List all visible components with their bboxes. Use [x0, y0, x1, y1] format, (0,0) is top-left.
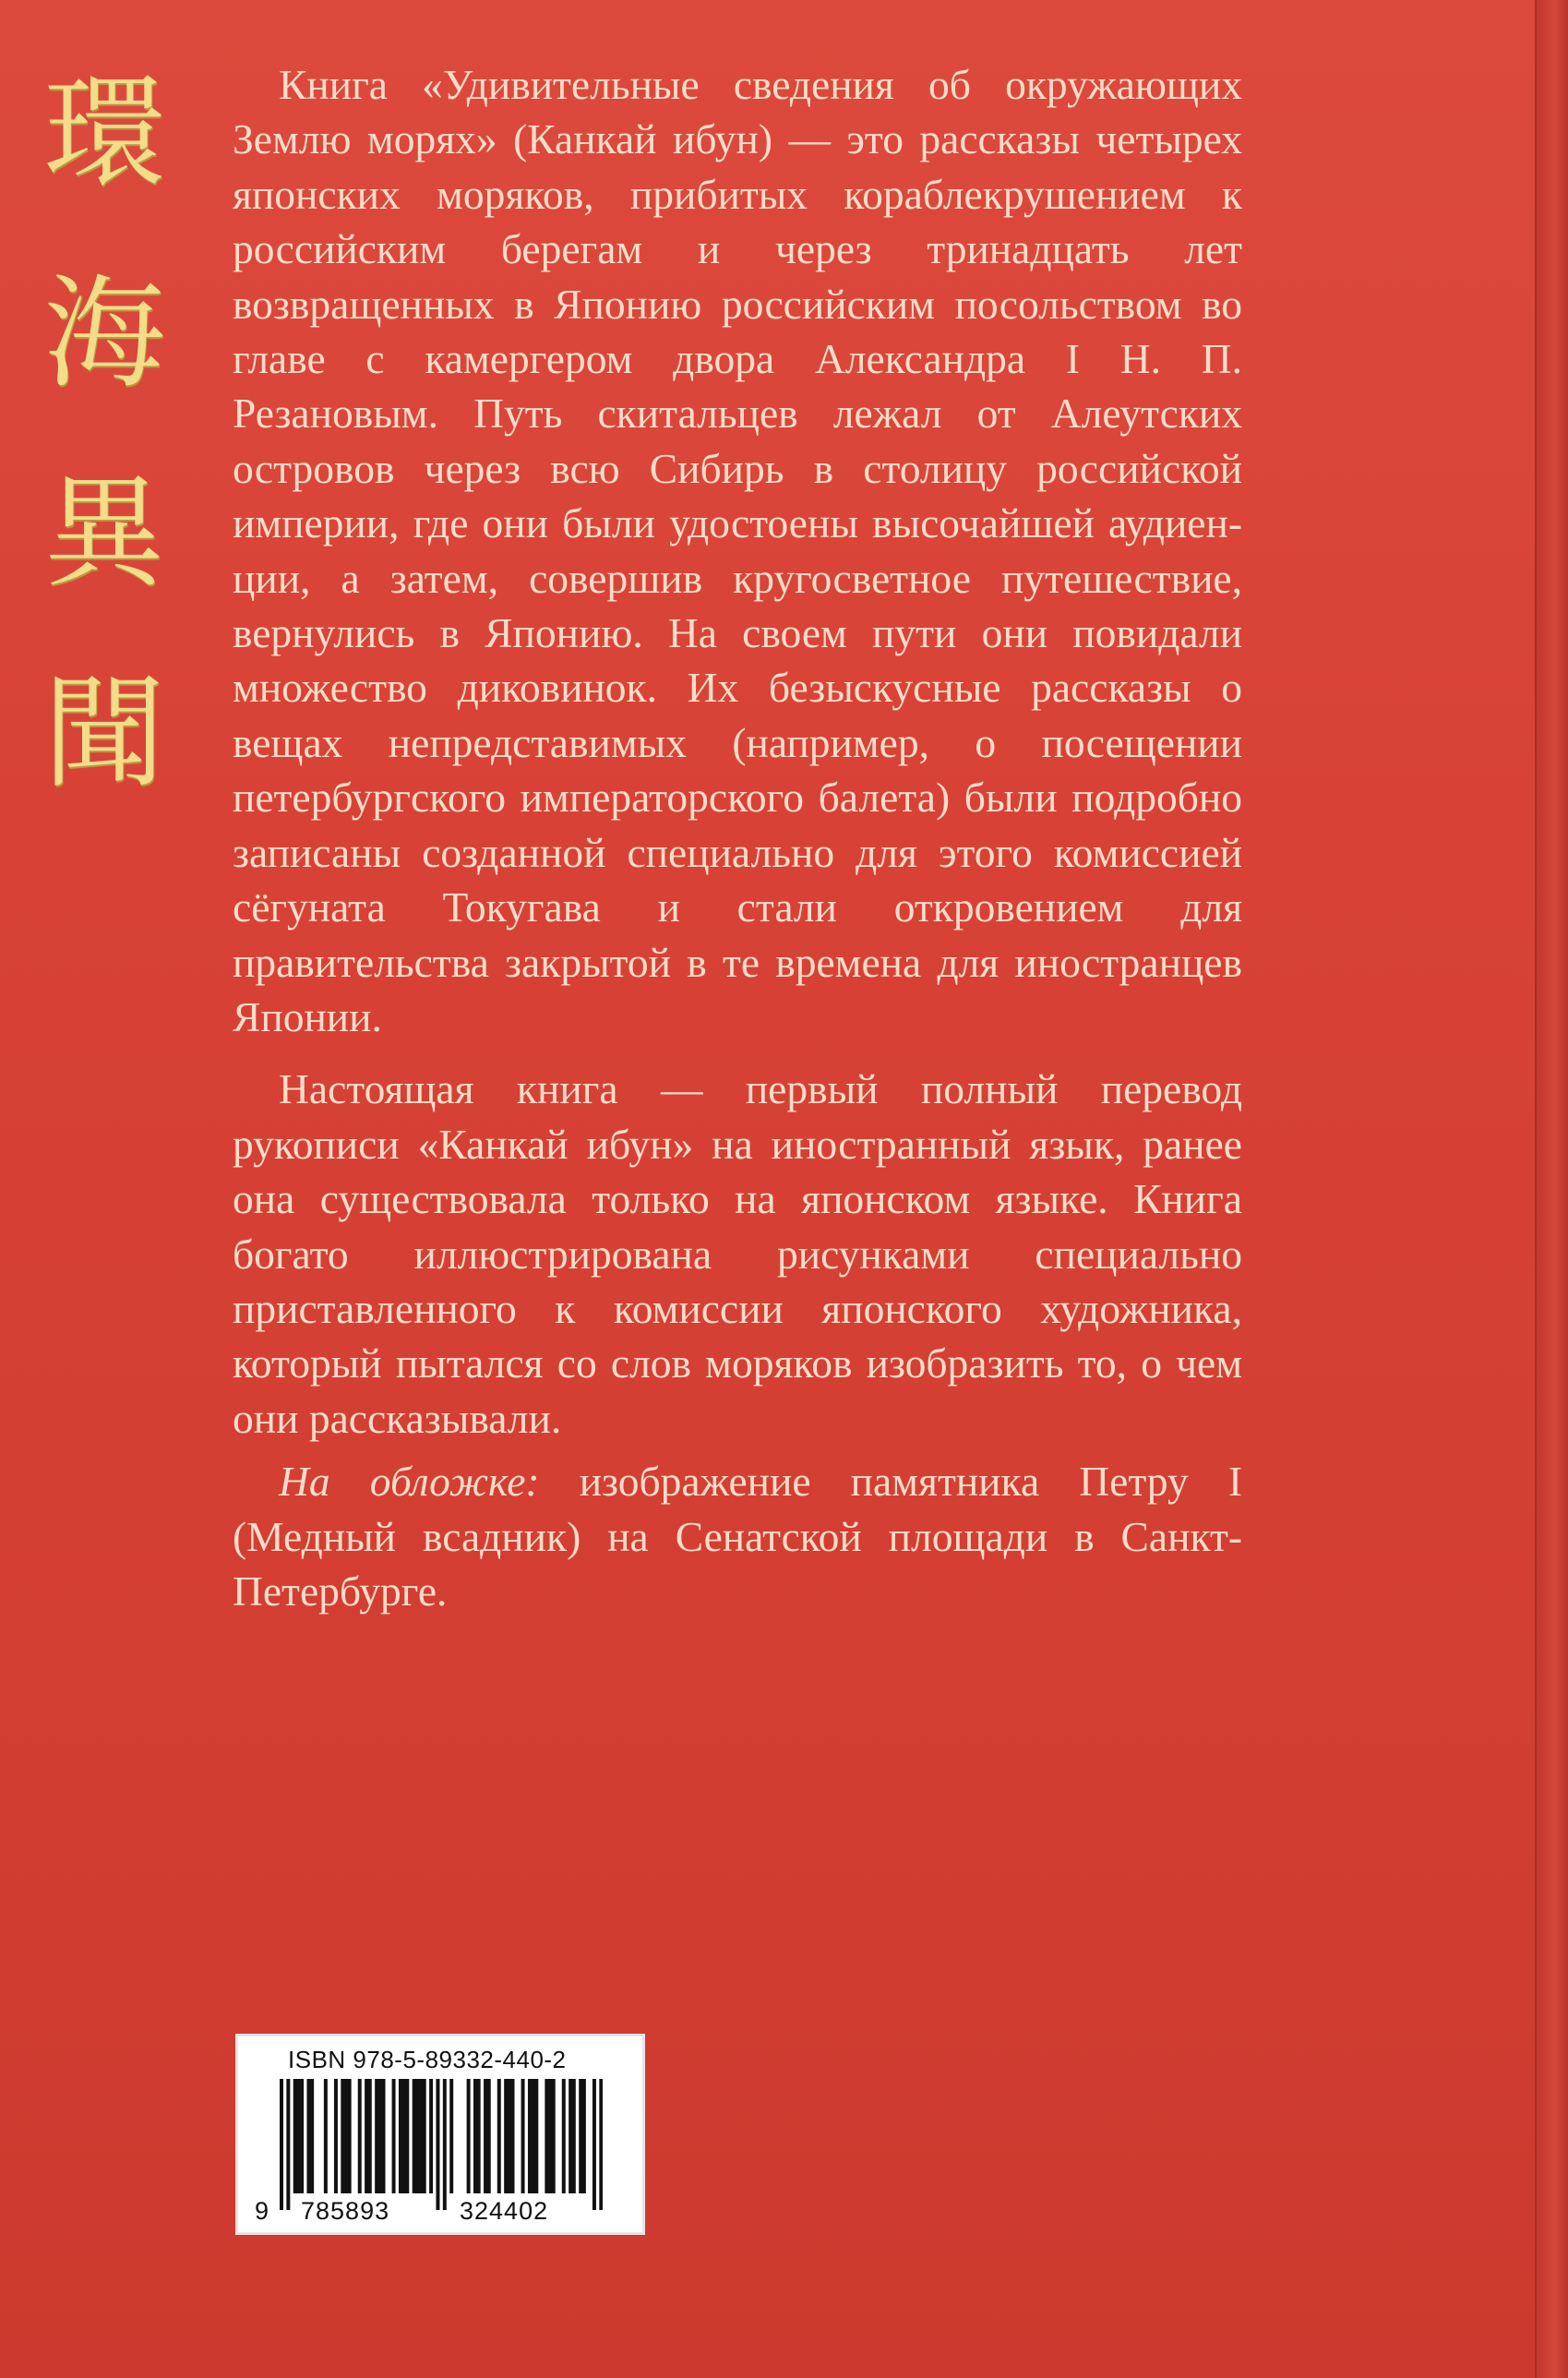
barcode-bar — [310, 2079, 314, 2193]
barcode-bar — [368, 2079, 372, 2193]
title-char-1: 環 — [43, 63, 165, 205]
barcode-bar — [552, 2079, 556, 2193]
barcode-bar — [415, 2079, 419, 2193]
paragraph-2-text: Настоящая книга — первый полный перевод рукописи «Канкай ибун» на иностранный язык, ранее она существовала только на японском языке. Книга богато иллюстрирована рисунками специально приставленного к комиссии японского художника, который пытался со слов моряков изобразить то, о чем они рассказывали. — [233, 1065, 1242, 1442]
barcode-bar — [306, 2079, 310, 2193]
title-char-4: 聞 — [43, 662, 165, 805]
barcode-bar — [484, 2079, 487, 2193]
barcode-bar — [548, 2079, 552, 2193]
annotation-text — [233, 57, 1242, 1618]
barcode-bar — [378, 2079, 382, 2193]
title-char-2: 海 — [43, 262, 165, 405]
barcode-bar — [443, 2079, 447, 2210]
paragraph-1-text: Книга «Удивительные сведения об окружающих Землю морях» (Канкай ибун) — это рассказы четырех японских моряков, прибитых кораблекрушением к российским берегам и через тринадцать лет возвращенных в Японию российским посольством во главе с камергером двора Александра I Н. П. Резановым. Путь скитальцев лежал от Алеутских островов через всю Сибирь в столицу российской империи, где они были удостоены высочайшей аудиенции, а затем, совершив кругосветное путешествие, вернулись в Японию. На своем пути они повидали множество диковинок. Их безыскусные рассказы о вещах непредставимых (например, о посещении петербургского императорского балета) были подробно записаны созданной специально для этого комиссией сёгуната Токугава и стали откровением для правительства закрытой в те времена для иностранцев Японии. — [233, 61, 1242, 1040]
barcode-bar — [300, 2079, 304, 2193]
cover-note-paragraph — [233, 1454, 1242, 1618]
title-char-3: 異 — [43, 462, 165, 606]
barcode-bar — [399, 2079, 402, 2193]
ean-right-group: 324402 — [460, 2197, 549, 2225]
barcode-bar — [358, 2079, 362, 2193]
cover-note-text: изображение памятника Петру I (Медный всадник) на Сенатской площади в Санкт-Петербурге. — [233, 1458, 1242, 1615]
barcode-bar — [382, 2079, 386, 2193]
cover-edge — [1535, 0, 1568, 2378]
barcode-bar — [592, 2079, 596, 2210]
isbn-label: ISBN 978-5-89332-440-2 — [288, 2046, 567, 2073]
barcode-bar — [477, 2079, 481, 2193]
barcode-bar — [521, 2079, 525, 2193]
barcode-bar — [487, 2079, 491, 2193]
barcode-bar — [579, 2079, 582, 2193]
barcode-bar — [436, 2079, 439, 2210]
barcode-bar — [532, 2079, 535, 2193]
barcode-bar — [528, 2079, 532, 2193]
barcode-bar — [534, 2079, 538, 2193]
barcode-bar — [572, 2079, 576, 2193]
barcode-bar — [344, 2079, 348, 2193]
barcode-bar — [405, 2079, 409, 2193]
barcode-bar — [504, 2079, 508, 2193]
ean-left-group: 785893 — [301, 2197, 390, 2225]
barcode-bar — [293, 2079, 297, 2193]
vertical-cjk-title — [35, 65, 174, 803]
barcode-bars — [280, 2079, 603, 2210]
barcode-bar — [582, 2079, 586, 2193]
barcode-bar — [296, 2079, 300, 2193]
barcode-bar — [562, 2079, 566, 2193]
barcode-bar — [423, 2079, 426, 2193]
barcode-bar — [392, 2079, 396, 2193]
barcode-bar — [341, 2079, 344, 2193]
barcode-bar — [511, 2079, 515, 2193]
barcode-bar — [286, 2079, 290, 2210]
barcode-bar — [473, 2079, 477, 2193]
barcode-bar — [365, 2079, 368, 2193]
barcode-bar — [599, 2079, 603, 2210]
ean-first-digit: 9 — [255, 2197, 269, 2225]
isbn-barcode — [235, 2034, 645, 2235]
barcode-bar — [545, 2079, 548, 2193]
barcode-bar — [429, 2079, 433, 2193]
barcode-bar — [467, 2079, 471, 2193]
barcode-bar — [449, 2079, 453, 2193]
annotation-paragraph-2 — [233, 1062, 1242, 1446]
barcode-bar — [508, 2079, 511, 2193]
barcode-bar — [419, 2079, 423, 2193]
barcode-bar — [280, 2079, 283, 2210]
barcode-bar — [497, 2079, 501, 2193]
annotation-paragraph-1 — [233, 57, 1242, 1044]
barcode-bar — [375, 2079, 378, 2193]
barcode-bar — [413, 2079, 416, 2193]
barcode-bar — [348, 2079, 352, 2193]
barcode-bar — [324, 2079, 328, 2193]
barcode-bar — [402, 2079, 406, 2193]
cover-note-label: На обложке: — [279, 1458, 540, 1506]
barcode-bar — [334, 2079, 338, 2193]
barcode-bar — [569, 2079, 572, 2193]
